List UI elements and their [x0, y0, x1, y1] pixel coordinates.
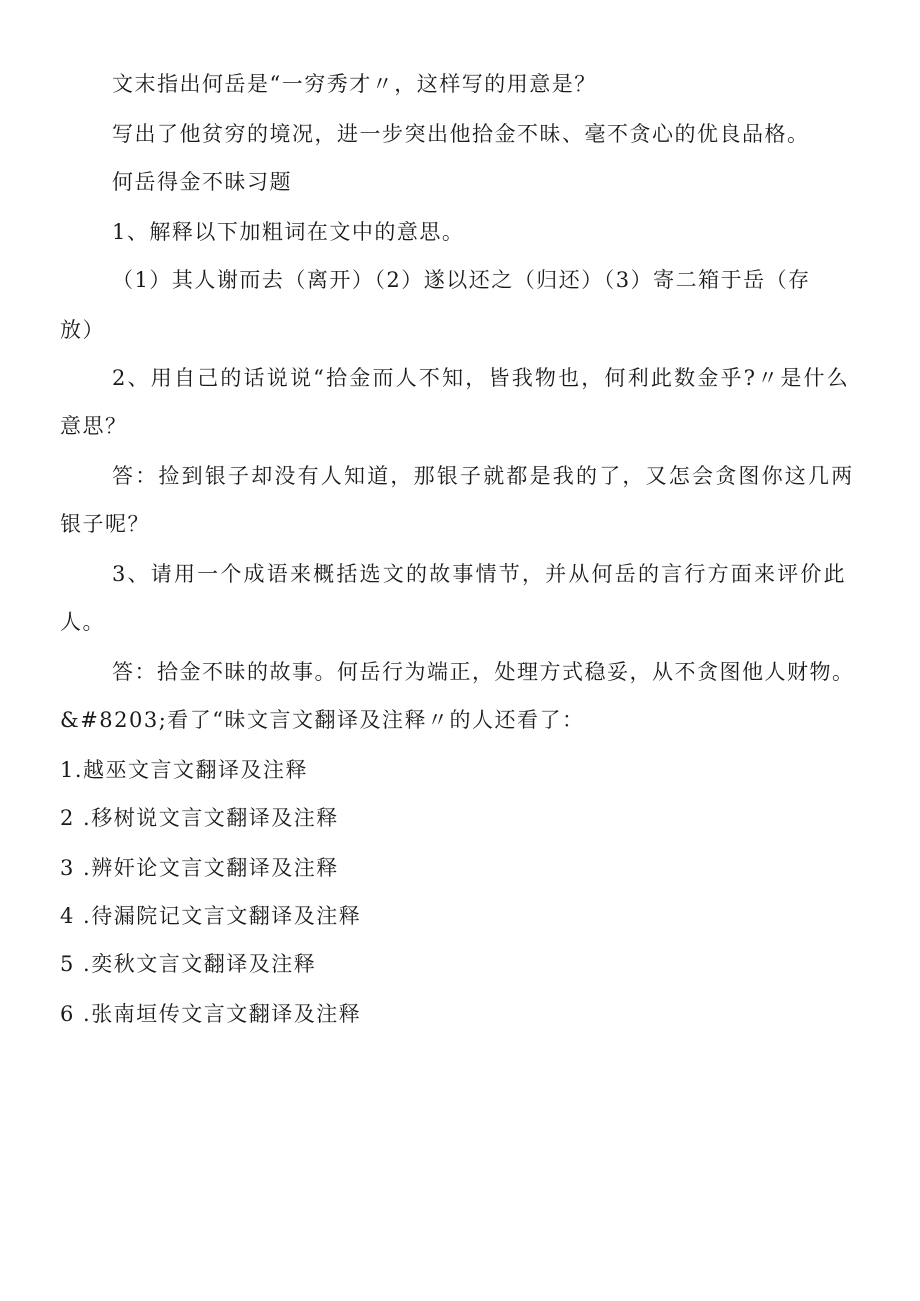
answer-3: 答：拾金不昧的故事。何岳行为端正，处理方式稳妥，从不贪图他人财物。	[112, 660, 855, 684]
exercise-title: 何岳得金不昧习题	[112, 170, 292, 194]
related-link-6[interactable]: 6 .张南垣传文言文翻译及注释	[60, 1002, 362, 1026]
related-link-5[interactable]: 5 .奕秋文言文翻译及注释	[60, 952, 317, 976]
answer-2-line-1: 答：捡到银子却没有人知道，那银子就都是我的了，又怎会贪图你这几两	[112, 464, 855, 488]
question-2-line-2: 意思？	[60, 414, 128, 438]
answer-purpose: 写出了他贫穷的境况，进一步突出他拾金不昧、毫不贪心的优良品格。	[112, 122, 810, 146]
related-link-4[interactable]: 4 .待漏院记文言文翻译及注释	[60, 904, 362, 928]
answer-1-line-1: （1）其人谢而去（离开）（2）遂以还之（归还）（3）寄二箱于岳（存	[112, 268, 811, 292]
question-purpose: 文末指出何岳是“一穷秀才〃，这样写的用意是？	[112, 72, 597, 96]
answer-1-line-2: 放）	[60, 318, 105, 342]
related-heading: &#8203;看了“昧文言文翻译及注释〃的人还看了：	[60, 708, 585, 732]
question-3-line-1: 3、请用一个成语来概括选文的故事情节，并从何岳的言行方面来评价此	[112, 562, 847, 586]
question-3-line-2: 人。	[60, 610, 105, 634]
related-link-1[interactable]: 1.越巫文言文翻译及注释	[60, 758, 309, 782]
related-link-3[interactable]: 3 .辨奸论文言文翻译及注释	[60, 856, 339, 880]
question-1: 1、解释以下加粗词在文中的意思。	[112, 220, 465, 244]
related-link-2[interactable]: 2 .移树说文言文翻译及注释	[60, 806, 339, 830]
answer-2-line-2: 银子呢？	[60, 512, 150, 536]
question-2-line-1: 2、用自己的话说说“拾金而人不知，皆我物也，何利此数金乎?〃是什么	[112, 366, 850, 390]
